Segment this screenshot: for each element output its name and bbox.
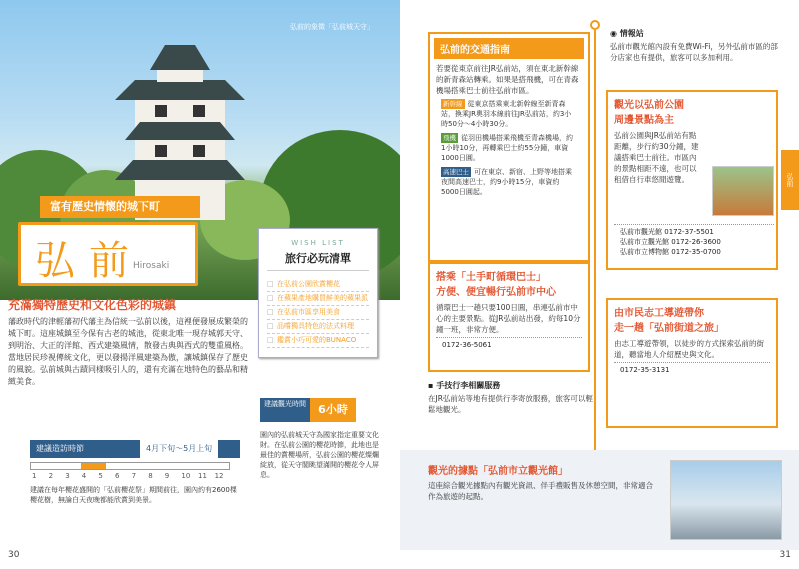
- wish-eyebrow: WISH LIST: [291, 239, 345, 247]
- walk-box: [606, 298, 778, 428]
- side-tab: 弘前: [781, 150, 799, 210]
- transport-intro: 若要從東京前往JR弘前站，須在東北新幹線的新青森站轉乘。如果是搭飛機，可在青森機場搭乘巴士前往弘前市區。: [436, 64, 579, 95]
- walk-text: 由志工導遊帶領，以徒步的方式探索弘前的街道，聽當地人介紹歷史與文化。: [614, 339, 764, 359]
- section-heading: 充滿獨特歷史和文化色彩的城鎮: [8, 298, 177, 312]
- month-label: 8: [148, 472, 153, 480]
- center-title: 觀光的據點「弘前市立觀光館」: [428, 466, 568, 477]
- bus-title: 搭乘「土手町循環巴士」 方便、便宜暢行弘前市中心: [436, 272, 556, 298]
- city-title: 弘前: [35, 238, 143, 284]
- page-number: 30: [8, 550, 20, 560]
- transport-title: 弘前的交通指南: [434, 38, 584, 59]
- month-label: 3: [65, 472, 70, 480]
- castle-icon: [95, 30, 265, 220]
- month-label: 11: [198, 472, 207, 480]
- month-bar: [30, 462, 230, 470]
- center-section: [400, 450, 799, 550]
- bottom-text: 建議在每年櫻花盛開的「弘前櫻花祭」期間前往，園內約有2600棵櫻花樹，無論白天夜晚都能欣賞到美景。: [30, 486, 237, 504]
- route-tag: 飛機: [443, 134, 456, 142]
- wish-title: 旅行必玩清單: [267, 250, 369, 271]
- route-line: [436, 98, 582, 130]
- month-label: 1: [32, 472, 37, 480]
- banner: 富有歷史情懷的城下町: [40, 196, 200, 218]
- season-highlight: [81, 463, 106, 469]
- route-text: 從羽田機場搭乘飛機至青森機場，約1小時10分，再轉乘巴士約55分鐘，車資1000日圓。: [441, 134, 573, 162]
- month-label: 5: [98, 472, 103, 480]
- building-photo: [670, 460, 782, 540]
- bag-icon: ▪: [428, 381, 437, 390]
- luggage-box: [428, 380, 598, 417]
- wish-item: □ 品嚐獨具特色的法式料理: [267, 320, 369, 334]
- bicycle-photo: [712, 166, 774, 216]
- month-label: 9: [164, 472, 170, 480]
- wifi-text: 弘前市觀光館內設有免費Wi-Fi，另外弘前市區的部分店家也有提供，旅客可以多加利用。: [610, 42, 778, 62]
- photo-caption: 弘前的象徵「弘前城天守」: [290, 23, 374, 31]
- route-text: 從東京搭乘東北新幹線至新青森站，換乘JR奧羽本線前往JR弘前站，約3小時50分～4小時30分。: [441, 100, 572, 128]
- park-box: [606, 90, 778, 270]
- route-line: [436, 132, 582, 164]
- best-season-label: 建議造訪時節: [36, 444, 84, 453]
- time-value: 6小時: [310, 398, 356, 422]
- park-title: 觀光以弘前公園 周邊景點為主: [614, 100, 684, 126]
- best-season-value: 4月下旬～5月上旬: [140, 440, 218, 458]
- park-contacts: 弘前市觀光館 0172-37-5501 弘前市立觀光館 0172-26-3600 弘前市立博物館 0172-35-0700: [614, 224, 774, 259]
- right-page: [400, 0, 799, 569]
- route-tag: 新幹線: [443, 100, 463, 108]
- route-tag: 高速巴士: [443, 168, 469, 176]
- transport-box: [428, 32, 590, 262]
- wish-item: □ 在弘前公園欣賞櫻花: [267, 278, 369, 292]
- wish-list-card: [258, 228, 378, 358]
- city-title-en: Hirosaki: [133, 261, 170, 271]
- month-label: 12: [214, 472, 224, 480]
- intro-text: 藩政時代的津輕藩初代藩主為信統一弘前以後，這裡便發展成繁榮的城下町。這座城鎮至今保有古老的城池，從東北唯一現存城郭天守、到明治、大正的洋館、西式建築風情，散發古典與西式的雙重風格。當地居民珍視傳統文化，更以發揚洋風建築為傲，讓城鎮保存了歷史的風貌。弘前城與古蹟同樣吸引人的，還有充滿在地特色的藝品和精緻美食。: [8, 317, 248, 386]
- month-label: 2: [48, 472, 54, 480]
- bus-box: [428, 262, 590, 372]
- best-season-bar: [30, 440, 240, 458]
- bus-phone: 0172-36-5061: [436, 337, 582, 352]
- center-text: 這座綜合觀光據點內有觀光資訊、伴手禮販售及休憩空間，非常適合作為旅遊的起點。: [428, 481, 653, 501]
- month-label: 4: [81, 472, 87, 480]
- bus-text: 循環巴士一趟只要100日圓，串連弘前市中心的主要景點。從JR弘前站出發，約每10分鐘一班，非常方便。: [436, 303, 581, 334]
- luggage-text: 在JR弘前站等地有提供行李寄放服務，旅客可以輕鬆地觀光。: [428, 394, 593, 414]
- mid-text: 園內的弘前城天守為國家指定重要文化財。在弘前公園的櫻花時節，此地也是最佳的賞櫻場所，弘前公園的櫻花燦爛綻放，從天守閣眺望滿開的櫻花令人屏息。: [260, 431, 379, 479]
- walk-phone: 0172-35-3131: [614, 362, 770, 377]
- wish-item: □ 在蘋果產地購買鮮美的蘋果派: [267, 292, 369, 306]
- month-label: 10: [181, 472, 191, 480]
- wifi-icon: ◉: [610, 29, 620, 38]
- page-number: 31: [779, 550, 791, 560]
- luggage-title: ▪ 手技行李相關服務: [428, 381, 501, 390]
- wifi-box: [610, 28, 780, 65]
- pin-icon: [590, 20, 600, 30]
- wish-item: □ 在弘前市區享用美食: [267, 306, 369, 320]
- walk-title: 由市民志工導遊帶你 走一趟「弘前街道之旅」: [614, 308, 724, 334]
- wish-item: □ 鑑賞小巧可愛的BUNACO: [267, 334, 369, 348]
- wifi-title: ◉ 情報站: [610, 29, 644, 38]
- city-title-box: [18, 222, 198, 286]
- park-text: 弘前公園與JR弘前站有點距離，步行約30分鐘，建議搭乘巴士前往。市區內的景點相距不遠，也可以租借自行車悠閒遊覽。: [614, 131, 699, 184]
- route-text: 可在東京、新宿、上野等地搭乘夜間高速巴士，約9小時15分，車資約5000日圓起。: [441, 168, 572, 196]
- month-label: 7: [131, 472, 137, 480]
- route-line: [436, 166, 582, 198]
- time-label: 建議觀光時間: [260, 398, 310, 422]
- month-label: 6: [115, 472, 120, 480]
